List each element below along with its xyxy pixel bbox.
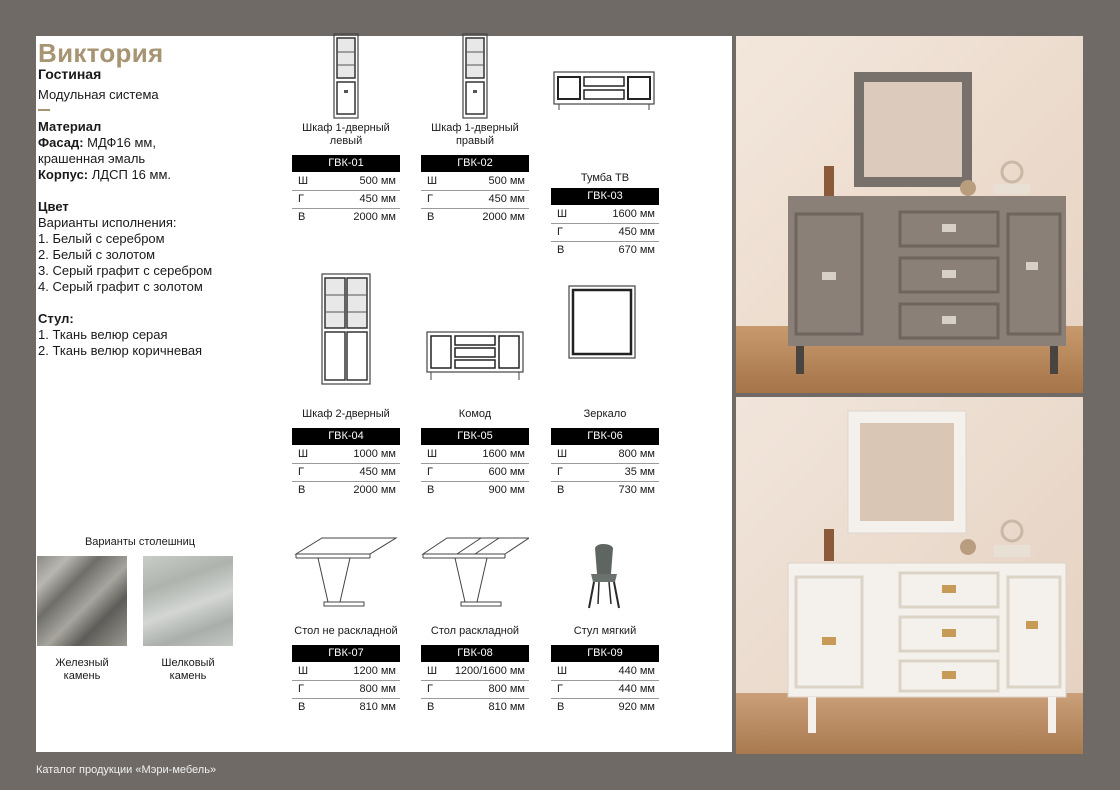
spec-depth: Г 600 мм [421, 464, 529, 482]
spec-depth: Г 450 мм [292, 464, 400, 482]
spec-height: В 920 мм [557, 701, 655, 713]
spec-height: В 810 мм [298, 701, 396, 713]
color-variant: 4. Серый графит с золотом [38, 279, 203, 294]
graphite-dresser-photo [736, 36, 1083, 393]
product-name: Стол не раскладной [294, 625, 398, 637]
product-name: Шкаф 1-дверный левый [302, 122, 390, 147]
spec-depth: Г 440 мм [551, 681, 659, 699]
spec-depth: Г 450 мм [551, 224, 659, 242]
spec-depth: Г 450 мм [421, 191, 529, 209]
product-name: Шкаф 2-дверный [302, 408, 390, 420]
product-name: Стул мягкий [573, 625, 637, 637]
silk-stone-swatch [143, 556, 233, 646]
variants-heading: Варианты исполнения: [38, 215, 177, 230]
cabinet-1door-icon [421, 32, 529, 122]
product-name: Стол раскладной [430, 625, 520, 637]
spec-width: Ш 500 мм [421, 173, 529, 191]
product-code: ГВК-08 [421, 645, 529, 662]
spec-width: Ш 500 мм [292, 173, 400, 191]
chair-heading: Стул: [38, 311, 74, 326]
material-heading: Материал [38, 119, 102, 134]
product-name: Зеркало [583, 408, 627, 420]
collection-subtitle: Гостиная [38, 66, 102, 82]
color-heading: Цвет [38, 199, 69, 214]
product-code: ГВК-06 [551, 428, 659, 445]
spec-depth: Г 35 мм [551, 464, 659, 482]
iron-stone-swatch [37, 556, 127, 646]
spec-width: Ш 1600 мм [421, 446, 529, 464]
body-line: Корпус: ЛДСП 16 мм. [38, 167, 172, 182]
spec-height: В 730 мм [557, 484, 655, 496]
extending-table-icon [421, 530, 529, 616]
accent-divider [38, 109, 50, 111]
chair-variant: 1. Ткань велюр серая [38, 327, 168, 342]
white-dresser-photo [736, 397, 1083, 754]
facade-line: Фасад: МДФ16 мм, [38, 135, 156, 150]
product-name: Тумба ТВ [580, 172, 630, 184]
spec-width: Ш 440 мм [551, 663, 659, 681]
color-variant: 2. Белый с золотом [38, 247, 156, 262]
tv-stand-icon [551, 32, 659, 122]
iron-stone-label: Железный камень [55, 657, 109, 682]
spec-height: В 900 мм [427, 484, 525, 496]
collection-system: Модульная система [38, 87, 159, 102]
spec-width: Ш 1000 мм [292, 446, 400, 464]
facade-line-2: крашенная эмаль [38, 151, 146, 166]
spec-width: Ш 800 мм [551, 446, 659, 464]
spec-height: В 810 мм [427, 701, 525, 713]
spec-width: Ш 1200/1600 мм [421, 663, 529, 681]
spec-depth: Г 800 мм [421, 681, 529, 699]
product-name: Шкаф 1-дверный правый [431, 122, 519, 147]
product-name: Комод [458, 408, 492, 420]
spec-height: В 2000 мм [298, 211, 396, 223]
catalog-footer: Каталог продукции «Мэри-мебель» [36, 764, 217, 776]
color-variant: 3. Серый графит с серебром [38, 263, 213, 278]
mirror-icon [551, 270, 659, 390]
product-code: ГВК-09 [551, 645, 659, 662]
product-code: ГВК-04 [292, 428, 400, 445]
cabinet-2door-icon [292, 270, 400, 390]
spec-depth: Г 800 мм [292, 681, 400, 699]
spec-depth: Г 450 мм [292, 191, 400, 209]
product-code: ГВК-03 [551, 188, 659, 205]
product-code: ГВК-01 [292, 155, 400, 172]
spec-width: Ш 1200 мм [292, 663, 400, 681]
chair-icon [551, 530, 659, 616]
table-icon [292, 530, 400, 616]
product-code: ГВК-02 [421, 155, 529, 172]
dresser-icon [421, 270, 529, 390]
spec-width: Ш 1600 мм [551, 206, 659, 224]
spec-height: В 2000 мм [298, 484, 396, 496]
tabletops-title: Варианты столешниц [84, 536, 196, 548]
spec-height: В 2000 мм [427, 211, 525, 223]
spec-height: В 670 мм [557, 244, 655, 256]
specs-block [38, 119, 278, 359]
chair-variant: 2. Ткань велюр коричневая [38, 343, 203, 358]
cabinet-1door-icon [292, 32, 400, 122]
silk-stone-label: Шелковый камень [161, 657, 215, 682]
product-code: ГВК-07 [292, 645, 400, 662]
product-code: ГВК-05 [421, 428, 529, 445]
color-variant: 1. Белый с серебром [38, 231, 165, 246]
collection-title: Виктория [38, 38, 164, 68]
